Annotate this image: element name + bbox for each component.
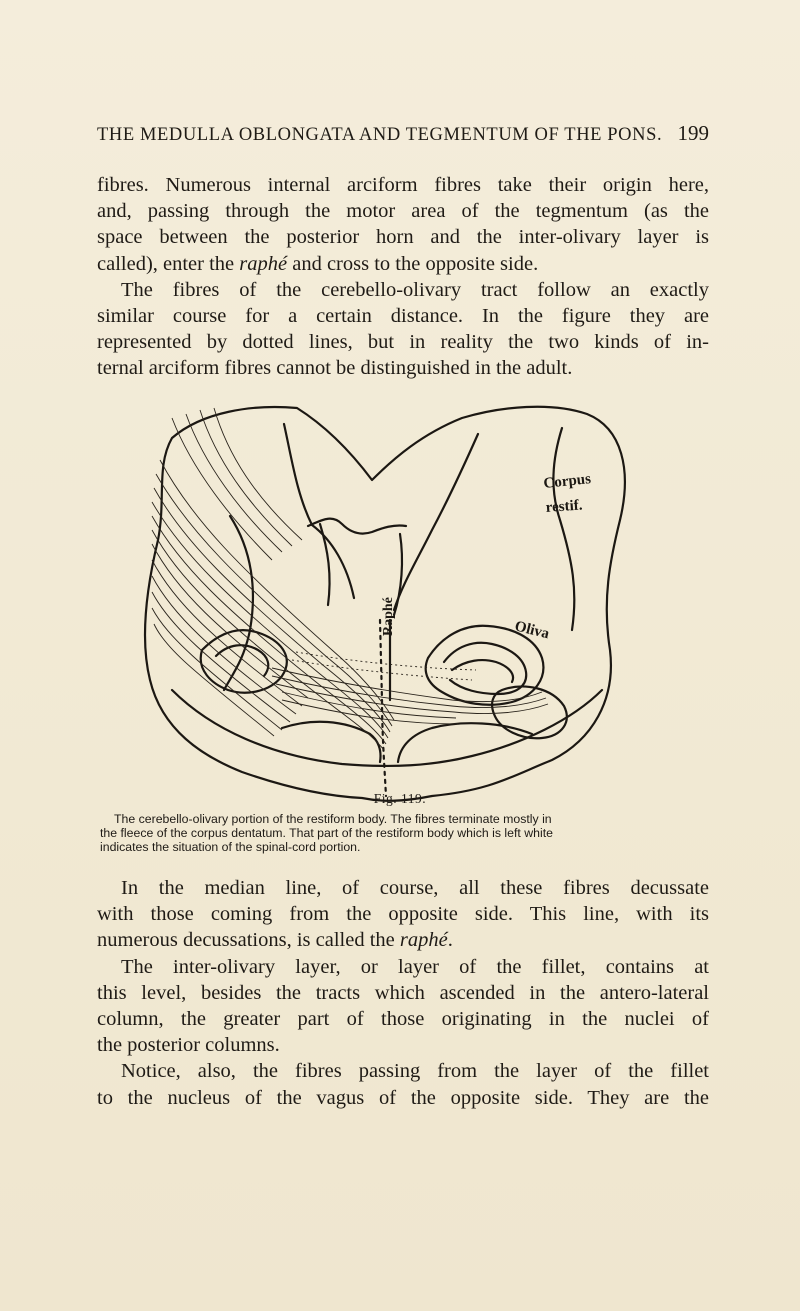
caption-line: indicates the situation of the spinal-cord portion. bbox=[100, 840, 361, 854]
figure-119-illustration bbox=[132, 400, 628, 804]
paragraph-1 bbox=[97, 172, 709, 382]
running-head-title: THE MEDULLA OBLONGATA AND TEGMENTUM OF THE PONS. bbox=[97, 125, 663, 145]
figure-label: Fig. 119. bbox=[373, 791, 427, 806]
grey-matter-right bbox=[394, 434, 478, 610]
corpus-restiforme-boundary bbox=[553, 428, 574, 630]
figure-caption bbox=[100, 812, 700, 854]
italic-term: raphé bbox=[399, 929, 448, 952]
text-line: similar course for a certain distance. In the figure they are bbox=[97, 305, 709, 328]
text-line: and, passing through the motor area of the tegmentum (as the bbox=[97, 200, 709, 223]
italic-term: raphé bbox=[239, 252, 288, 275]
text-line: column, the greater part of those originating in the nuclei of bbox=[97, 1008, 709, 1031]
text-line: numerous decussations, is called the raphé. bbox=[97, 929, 453, 952]
pyramid-right bbox=[398, 723, 532, 762]
paragraph-2 bbox=[97, 875, 709, 1111]
text-line: The fibres of the cerebello-olivary tract follow an exactly bbox=[121, 278, 709, 301]
text-line: this level, besides the tracts which ascended in the antero-lateral bbox=[97, 981, 709, 1004]
label-restif: restif. bbox=[545, 497, 583, 516]
text-line: fibres. Numerous internal arciform fibres take their origin here, bbox=[97, 174, 709, 196]
text-line: In the median line, of course, all these fibres decussate bbox=[121, 877, 709, 899]
text-line: to the nucleus of the vagus of the opposite side. They are the bbox=[97, 1086, 709, 1109]
caption-line: the fleece of the corpus dentatum. That part of the restiform body which is left white bbox=[100, 826, 553, 840]
grey-matter-left-2 bbox=[284, 424, 354, 598]
text-line: The inter-olivary layer, or layer of the fillet, contains at bbox=[121, 955, 709, 978]
text-line: space between the posterior horn and the inter-olivary layer is bbox=[97, 226, 709, 249]
restiform-fibres-left bbox=[152, 408, 394, 750]
grey-matter-left bbox=[224, 516, 253, 690]
text-line: ternal arciform fibres cannot be distinguished in the adult. bbox=[97, 357, 573, 380]
caption-line: The cerebello-olivary portion of the restiform body. The fibres terminate mostly in bbox=[114, 812, 552, 826]
text-line: represented by dotted lines, but in reality the two kinds of in- bbox=[97, 331, 709, 354]
page-number: 199 bbox=[677, 121, 709, 145]
label-raphe: Raphé bbox=[381, 597, 396, 636]
label-oliva: Oliva bbox=[513, 618, 551, 643]
text-line: Notice, also, the fibres passing from the layer of the fillet bbox=[121, 1060, 709, 1083]
raphe-line bbox=[380, 620, 386, 796]
text-line: with those coming from the opposite side. This line, with its bbox=[97, 903, 709, 926]
text-line: called), enter the raphé and cross to the opposite side. bbox=[97, 252, 539, 275]
text-line: the posterior columns. bbox=[97, 1034, 280, 1057]
running-head bbox=[97, 121, 709, 146]
label-corpus: Corpus bbox=[542, 471, 592, 492]
